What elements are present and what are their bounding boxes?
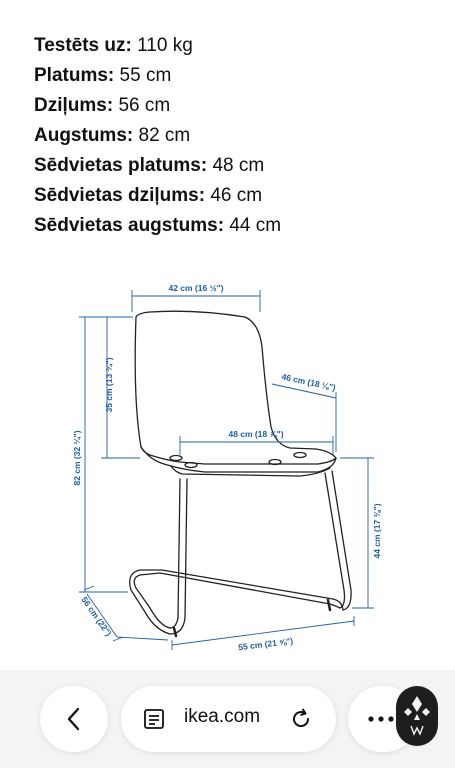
dim-depth: 56 cm (22") — [79, 594, 114, 638]
spec-height: Augstums: 82 cm — [34, 125, 191, 146]
dim-back-height: 35 cm (13 ¾") — [104, 357, 114, 413]
dim-total-height: 82 cm (32 ¼") — [72, 430, 82, 486]
chevron-left-icon — [40, 686, 108, 752]
url-text: ikea.com — [184, 706, 261, 727]
spec-seat-depth: Sēdvietas dziļums: 46 cm — [34, 185, 263, 206]
assistant-badge[interactable] — [396, 686, 438, 746]
chair-dimension-diagram — [0, 270, 455, 670]
spec-width: Platums: 55 cm — [34, 65, 172, 86]
dim-top-width: 42 cm (16 ½") — [168, 283, 224, 293]
dimension-labels — [72, 283, 382, 652]
spec-seat-width: Sēdvietas platums: 48 cm — [34, 155, 265, 176]
address-bar[interactable] — [121, 686, 336, 752]
assistant-badge-icon — [396, 686, 438, 746]
dimension-lines — [79, 290, 374, 650]
spec-seat-height: Sēdvietas augstums: 44 cm — [34, 215, 282, 236]
chair-drawing — [130, 311, 351, 636]
product-specs — [34, 31, 281, 241]
spec-tested-load: Testēts uz: 110 kg — [34, 35, 193, 56]
dim-seat-depth: 46 cm (18 ⅛") — [280, 371, 337, 393]
back-button[interactable] — [40, 686, 108, 752]
dim-width: 55 cm (21 ⅝") — [237, 635, 294, 653]
dim-seat-height: 44 cm (17 ⅜") — [372, 503, 382, 559]
spec-depth: Dziļums: 56 cm — [34, 95, 171, 116]
tabs-icon — [143, 708, 165, 730]
dim-seat-width: 48 cm (18 ⅞") — [228, 429, 284, 439]
reload-icon[interactable] — [289, 707, 313, 731]
